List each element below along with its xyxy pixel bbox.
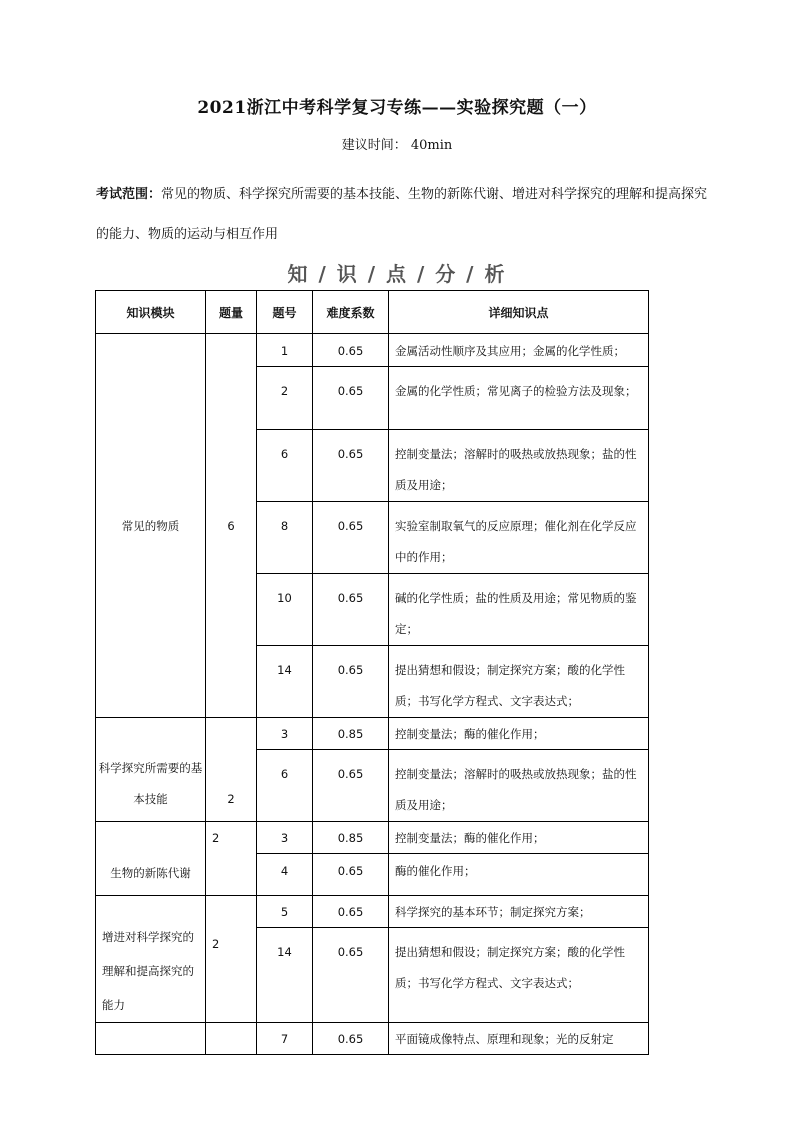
detail-cell: 提出猜想和假设；制定探究方案；酸的化学性质；书写化学方程式、文字表达式； (395, 945, 625, 991)
difficulty-cell: 0.65 (337, 519, 364, 533)
exam-scope-text: 常见的物质、科学探究所需要的基本技能、生物的新陈代谢、增进对科学探究的理解和提高探究的能力、物质的运动与相互作用 (96, 187, 708, 242)
module-cell: 科学探究所需要的基本技能 (96, 718, 206, 822)
count-cell: 2 (212, 831, 220, 845)
header-number: 题号 (257, 291, 313, 334)
header-detail: 详细知识点 (389, 291, 649, 334)
number-cell: 7 (280, 1032, 289, 1046)
module-cell (96, 1023, 206, 1055)
number-cell: 2 (280, 384, 289, 398)
detail-cell: 金属的化学性质；常见离子的检验方法及现象； (395, 384, 637, 398)
table-row (96, 334, 649, 367)
detail-cell: 实验室制取氧气的反应原理；催化剂在化学反应中的作用； (395, 519, 637, 564)
table-row (96, 896, 649, 928)
difficulty-cell: 0.85 (337, 831, 364, 845)
difficulty-cell: 0.65 (337, 384, 364, 398)
difficulty-cell: 0.85 (337, 727, 364, 741)
difficulty-cell: 0.65 (337, 663, 364, 677)
detail-cell: 控制变量法；溶解时的吸热或放热现象；盐的性质及用途； (395, 447, 637, 492)
detail-cell: 碱的化学性质；盐的性质及用途；常见物质的鉴定； (395, 591, 637, 636)
detail-cell: 控制变量法；溶解时的吸热或放热现象；盐的性质及用途； (395, 767, 637, 812)
document-title: 2021浙江中考科学复习专练——实验探究题（一） (197, 98, 597, 118)
module-cell: 增进对科学探究的理解和提高探究的能力 (96, 896, 206, 1023)
difficulty-cell: 0.65 (337, 945, 364, 960)
table-row (96, 1023, 649, 1055)
detail-cell: 金属活动性顺序及其应用；金属的化学性质； (395, 344, 625, 358)
difficulty-cell: 0.65 (337, 767, 364, 781)
count-cell (206, 1023, 257, 1055)
difficulty-cell: 0.65 (337, 864, 364, 878)
number-cell: 14 (277, 945, 292, 960)
detail-cell: 平面镜成像特点、原理和现象；光的反射定 (395, 1032, 614, 1046)
number-cell: 6 (280, 447, 289, 461)
table-row (96, 822, 649, 854)
number-cell: 14 (277, 663, 292, 677)
detail-cell: 提出猜想和假设；制定探究方案；酸的化学性质；书写化学方程式、文字表达式； (395, 663, 625, 708)
table-header-row (96, 291, 649, 334)
suggested-time: 建议时间： 40min (341, 138, 453, 153)
number-cell: 10 (277, 591, 292, 605)
number-cell: 3 (280, 831, 289, 845)
table-row (96, 718, 649, 750)
difficulty-cell: 0.65 (337, 344, 364, 358)
number-cell: 1 (280, 344, 289, 358)
difficulty-cell: 0.65 (337, 905, 364, 919)
number-cell: 4 (280, 864, 289, 878)
detail-cell: 酶的催化作用； (395, 864, 476, 878)
detail-cell: 科学探究的基本环节；制定探究方案； (395, 905, 591, 919)
number-cell: 6 (280, 767, 289, 781)
detail-cell: 控制变量法；酶的催化作用； (395, 831, 545, 845)
count-cell: 2 (206, 718, 257, 822)
knowledge-table (95, 290, 649, 1055)
number-cell: 8 (280, 519, 289, 533)
count-cell: 2 (212, 937, 220, 951)
header-module: 知识模块 (96, 291, 206, 334)
exam-scope-label: 考试范围： (96, 187, 162, 202)
difficulty-cell: 0.65 (337, 1032, 364, 1046)
number-cell: 5 (280, 905, 289, 919)
detail-cell: 控制变量法；酶的催化作用； (395, 727, 545, 741)
difficulty-cell: 0.65 (337, 447, 364, 461)
difficulty-cell: 0.65 (337, 591, 364, 605)
header-difficulty: 难度系数 (313, 291, 389, 334)
number-cell: 3 (280, 727, 289, 741)
header-count: 题量 (206, 291, 257, 334)
exam-scope (96, 175, 716, 255)
section-heading: 知 / 识 / 点 / 分 / 析 (287, 262, 507, 286)
count-cell: 6 (206, 334, 257, 718)
module-cell: 常见的物质 (96, 334, 206, 718)
module-cell: 生物的新陈代谢 (96, 822, 206, 896)
